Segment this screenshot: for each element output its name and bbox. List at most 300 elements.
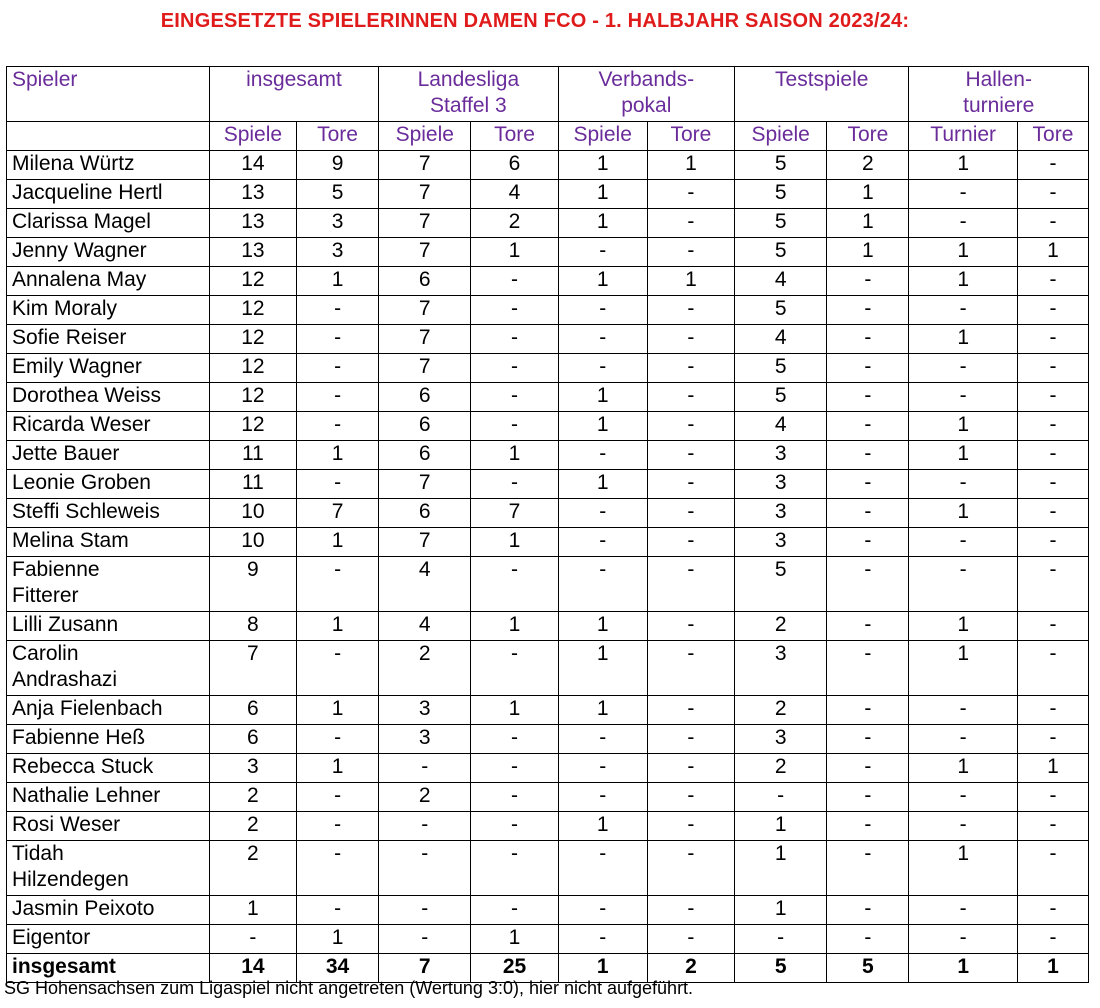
stat-cell: - [297,383,379,412]
stat-cell: - [1017,612,1088,641]
stat-cell: 1 [909,754,1017,783]
stat-cell: 3 [735,470,827,499]
player-name: Carolin Andrashazi [7,641,210,696]
stat-cell: - [558,441,647,470]
sub-header-spiele: Spiele [379,122,471,151]
table-row [7,441,1089,470]
stat-cell: 3 [209,754,296,783]
player-name: Dorothea Weiss [7,383,210,412]
stat-cell: 1 [647,267,734,296]
stat-cell: - [647,528,734,557]
stat-cell: - [647,896,734,925]
stat-cell: 4 [379,557,471,612]
stat-cell: - [909,725,1017,754]
total-cell: 2 [647,954,734,983]
stat-cell: 5 [735,209,827,238]
table-row [7,151,1089,180]
stat-cell: - [297,470,379,499]
stat-cell: 12 [209,325,296,354]
stat-cell: - [471,557,558,612]
stat-cell: - [297,783,379,812]
stat-cell: 4 [471,180,558,209]
player-name: Rebecca Stuck [7,754,210,783]
stat-cell: - [558,238,647,267]
stat-cell: - [909,180,1017,209]
stat-cell: 5 [735,180,827,209]
table-row [7,470,1089,499]
stat-cell: - [209,925,296,954]
player-name: Anja Fielenbach [7,696,210,725]
stat-cell: - [1017,783,1088,812]
player-name: Ricarda Weser [7,412,210,441]
table-row [7,783,1089,812]
player-name: Jenny Wagner [7,238,210,267]
stat-cell: - [827,896,909,925]
stat-cell: 1 [909,238,1017,267]
stat-cell: 3 [735,499,827,528]
stat-cell: 2 [379,783,471,812]
table-row [7,641,1089,696]
total-cell: 25 [471,954,558,983]
stat-cell: - [297,812,379,841]
player-name: Clarissa Magel [7,209,210,238]
player-name: Milena Würtz [7,151,210,180]
stat-cell: - [1017,296,1088,325]
stat-cell: 1 [1017,238,1088,267]
player-name: Eigentor [7,925,210,954]
total-cell: 34 [297,954,379,983]
stat-cell: - [471,896,558,925]
stat-cell: - [471,754,558,783]
stat-cell: 2 [379,641,471,696]
stat-cell: 1 [909,841,1017,896]
stat-cell: - [827,383,909,412]
stat-cell: 7 [209,641,296,696]
stat-cell: - [471,325,558,354]
stat-cell: 1 [558,151,647,180]
table-row [7,354,1089,383]
player-name: Jette Bauer [7,441,210,470]
table-row [7,209,1089,238]
stat-cell: - [1017,180,1088,209]
stat-cell: - [558,354,647,383]
stat-cell: - [909,557,1017,612]
stat-cell: 1 [909,441,1017,470]
stat-cell: - [909,528,1017,557]
stat-cell: - [1017,725,1088,754]
stat-cell: - [909,925,1017,954]
stat-cell: - [735,783,827,812]
player-column-header: Spieler [7,67,210,122]
stat-cell: 1 [909,325,1017,354]
stat-cell: - [647,383,734,412]
stat-cell: - [558,528,647,557]
stat-cell: 6 [379,267,471,296]
stat-cell: - [297,841,379,896]
stat-cell: 7 [471,499,558,528]
stat-cell: - [1017,470,1088,499]
stat-cell: - [1017,151,1088,180]
stat-cell: 10 [209,499,296,528]
stat-cell: 1 [558,812,647,841]
stat-cell: 10 [209,528,296,557]
stat-cell: 2 [209,812,296,841]
stat-cell: - [647,180,734,209]
stat-cell: 3 [735,441,827,470]
group-header-total: insgesamt [209,67,378,122]
stat-cell: - [558,754,647,783]
group-header-hallenturniere: Hallen- turniere [909,67,1089,122]
stat-cell: - [558,783,647,812]
stat-cell: - [1017,441,1088,470]
player-name: Tidah Hilzendegen [7,841,210,896]
sub-header-tore: Tore [647,122,734,151]
stat-cell: - [558,725,647,754]
stat-cell: 5 [735,557,827,612]
stat-cell: - [471,296,558,325]
stat-cell: - [297,412,379,441]
stat-cell: 1 [558,470,647,499]
stat-cell: - [558,499,647,528]
table-row [7,925,1089,954]
stat-cell: 1 [209,896,296,925]
stat-cell: 13 [209,180,296,209]
stat-cell: - [471,412,558,441]
total-cell: 1 [558,954,647,983]
stat-cell: - [647,812,734,841]
stat-cell: - [909,296,1017,325]
stat-cell: 7 [379,354,471,383]
stat-cell: 1 [297,267,379,296]
table-row [7,557,1089,612]
stat-cell: 1 [558,383,647,412]
player-name: Leonie Groben [7,470,210,499]
stat-cell: - [471,267,558,296]
stat-cell: - [1017,528,1088,557]
stat-cell: - [827,612,909,641]
stat-cell: - [647,470,734,499]
stat-cell: - [827,696,909,725]
stat-cell: 1 [1017,754,1088,783]
stat-cell: - [827,841,909,896]
stat-cell: - [1017,696,1088,725]
stat-cell: 5 [735,238,827,267]
stat-cell: - [827,557,909,612]
stat-cell: - [909,812,1017,841]
stat-cell: 1 [558,267,647,296]
total-cell: 1 [1017,954,1088,983]
stat-cell: - [379,896,471,925]
stat-cell: 12 [209,354,296,383]
stat-cell: 1 [558,412,647,441]
player-name: Kim Moraly [7,296,210,325]
total-cell: 5 [827,954,909,983]
table-row [7,896,1089,925]
stat-cell: - [1017,812,1088,841]
stat-cell: - [297,557,379,612]
stat-cell: 1 [735,896,827,925]
sub-header-turnier: Turnier [909,122,1017,151]
stat-cell: - [647,412,734,441]
table-row [7,696,1089,725]
player-name: Nathalie Lehner [7,783,210,812]
stat-cell: 3 [735,528,827,557]
stat-cell: 1 [827,209,909,238]
total-cell: 1 [909,954,1017,983]
group-header-landesliga: Landesliga Staffel 3 [379,67,558,122]
stat-cell: 1 [558,641,647,696]
stat-cell: 1 [471,612,558,641]
player-name: Steffi Schleweis [7,499,210,528]
stat-cell: 7 [379,325,471,354]
player-rows [7,151,1089,983]
stat-cell: 1 [909,641,1017,696]
footnote: SG Hohensachsen zum Ligaspiel nicht angetreten (Wertung 3:0), hier nicht aufgeführt. [4,978,694,998]
stat-cell: 2 [471,209,558,238]
stat-cell: 1 [471,441,558,470]
table-row [7,412,1089,441]
stat-cell: - [647,209,734,238]
player-name: Rosi Weser [7,812,210,841]
stat-cell: 3 [379,696,471,725]
total-cell: 7 [379,954,471,983]
stat-cell: 1 [471,696,558,725]
stat-cell: - [1017,354,1088,383]
sub-header-empty [7,122,210,151]
stat-cell: - [647,841,734,896]
total-label: insgesamt [7,954,210,983]
player-name: Emily Wagner [7,354,210,383]
player-name: Fabienne Fitterer [7,557,210,612]
stat-cell: - [647,325,734,354]
table-row [7,180,1089,209]
stat-cell: - [379,812,471,841]
group-header-verbandspokal: Verbands- pokal [558,67,734,122]
table-row [7,325,1089,354]
table-row [7,528,1089,557]
stat-cell: 5 [735,354,827,383]
sub-header-spiele: Spiele [209,122,296,151]
stat-cell: - [909,354,1017,383]
stat-cell: 1 [558,180,647,209]
stat-cell: 2 [735,754,827,783]
player-name: Fabienne Heß [7,725,210,754]
stat-cell: 7 [297,499,379,528]
stat-cell: - [827,354,909,383]
stat-cell: 9 [297,151,379,180]
stat-cell: 6 [379,499,471,528]
stat-cell: - [471,725,558,754]
stat-cell: - [558,325,647,354]
stat-cell: - [379,754,471,783]
stat-cell: - [735,925,827,954]
stat-cell: 3 [297,238,379,267]
stat-cell: - [647,499,734,528]
stat-cell: 1 [647,151,734,180]
total-cell: 14 [209,954,296,983]
stat-cell: 7 [379,528,471,557]
player-name: Lilli Zusann [7,612,210,641]
stat-cell: 3 [735,725,827,754]
stat-cell: 5 [735,151,827,180]
stat-cell: - [909,383,1017,412]
stat-cell: - [1017,925,1088,954]
stat-cell: 11 [209,470,296,499]
stat-cell: 1 [558,696,647,725]
stat-cell: - [909,209,1017,238]
player-name: Jasmin Peixoto [7,896,210,925]
stat-cell: - [647,641,734,696]
stat-cell: - [297,641,379,696]
stat-cell: 3 [297,209,379,238]
player-name: Melina Stam [7,528,210,557]
sub-header-tore: Tore [1017,122,1088,151]
stat-cell: - [909,696,1017,725]
stat-cell: - [471,783,558,812]
table-row [7,612,1089,641]
stat-cell: 7 [379,296,471,325]
table-row [7,754,1089,783]
stat-cell: - [379,925,471,954]
stat-cell: - [647,725,734,754]
stat-cell: - [1017,325,1088,354]
total-cell: 5 [735,954,827,983]
stat-cell: - [1017,641,1088,696]
stat-cell: - [647,557,734,612]
player-stats-table [6,66,1089,983]
stat-cell: - [379,841,471,896]
stat-cell: 1 [735,812,827,841]
stat-cell: - [1017,557,1088,612]
stat-cell: 7 [379,470,471,499]
stat-cell: - [1017,841,1088,896]
sub-header-tore: Tore [827,122,909,151]
table-row [7,267,1089,296]
stat-cell: - [471,354,558,383]
stat-cell: 2 [735,612,827,641]
stat-cell: 1 [471,238,558,267]
stat-cell: 1 [297,696,379,725]
stat-cell: 12 [209,267,296,296]
stat-cell: - [827,925,909,954]
stat-cell: 3 [379,725,471,754]
stat-cell: - [827,441,909,470]
stat-cell: 9 [209,557,296,612]
stat-cell: 3 [735,641,827,696]
table-row [7,296,1089,325]
stat-cell: 6 [379,441,471,470]
stat-cell: 1 [909,612,1017,641]
page-title: EINGESETZTE SPIELERINNEN DAMEN FCO - 1. HALBJAHR SAISON 2023/24: [160,10,910,32]
stat-cell: 4 [735,412,827,441]
stat-cell: - [647,612,734,641]
table-row [7,841,1089,896]
stat-cell: - [1017,383,1088,412]
stat-cell: - [297,296,379,325]
stat-cell: 1 [827,180,909,209]
table-row [7,383,1089,412]
stat-cell: 12 [209,383,296,412]
stat-cell: - [647,754,734,783]
stat-cell: 1 [909,267,1017,296]
stat-cell: - [558,841,647,896]
stat-cell: 1 [909,151,1017,180]
stat-cell: 12 [209,296,296,325]
stat-cell: - [297,325,379,354]
stat-cell: - [1017,267,1088,296]
stat-cell: 1 [471,528,558,557]
stat-cell: 7 [379,151,471,180]
stat-cell: 13 [209,238,296,267]
stat-cell: 5 [297,180,379,209]
stat-cell: - [827,725,909,754]
stat-cell: 14 [209,151,296,180]
stat-cell: - [1017,412,1088,441]
stat-cell: - [1017,209,1088,238]
stat-cell: - [827,267,909,296]
stat-cell: - [827,499,909,528]
sub-header-tore: Tore [471,122,558,151]
stat-cell: 7 [379,180,471,209]
stat-cell: 4 [379,612,471,641]
stat-cell: - [558,557,647,612]
stat-cell: 1 [297,612,379,641]
stat-cell: - [647,441,734,470]
stat-cell: - [647,696,734,725]
stat-cell: 2 [735,696,827,725]
stat-cell: 1 [909,412,1017,441]
stat-cell: 6 [209,696,296,725]
stat-cell: - [909,896,1017,925]
stat-cell: - [647,238,734,267]
stat-cell: 1 [297,441,379,470]
stat-cell: - [297,896,379,925]
stat-cell: 1 [297,754,379,783]
stat-cell: 1 [558,612,647,641]
stat-cell: 4 [735,267,827,296]
stat-cell: - [909,783,1017,812]
stat-cell: - [827,754,909,783]
table-row [7,499,1089,528]
stat-cell: 8 [209,612,296,641]
table-row [7,725,1089,754]
stat-cell: - [558,296,647,325]
player-name: Sofie Reiser [7,325,210,354]
stat-cell: 4 [735,325,827,354]
stat-cell: - [1017,896,1088,925]
stat-cell: - [647,296,734,325]
stat-cell: - [827,783,909,812]
stat-cell: - [827,412,909,441]
stat-cell: 11 [209,441,296,470]
stat-cell: - [297,725,379,754]
stat-cell: 6 [379,412,471,441]
stat-cell: - [471,641,558,696]
group-header-row [7,67,1089,122]
stat-cell: - [827,641,909,696]
stat-cell: - [471,812,558,841]
stat-cell: - [558,925,647,954]
stat-cell: - [827,470,909,499]
stat-cell: - [1017,499,1088,528]
stat-cell: 2 [209,841,296,896]
sub-header-spiele: Spiele [558,122,647,151]
stat-cell: 1 [735,841,827,896]
stat-cell: - [827,812,909,841]
stat-cell: - [647,925,734,954]
stat-cell: - [471,470,558,499]
stat-cell: 1 [827,238,909,267]
